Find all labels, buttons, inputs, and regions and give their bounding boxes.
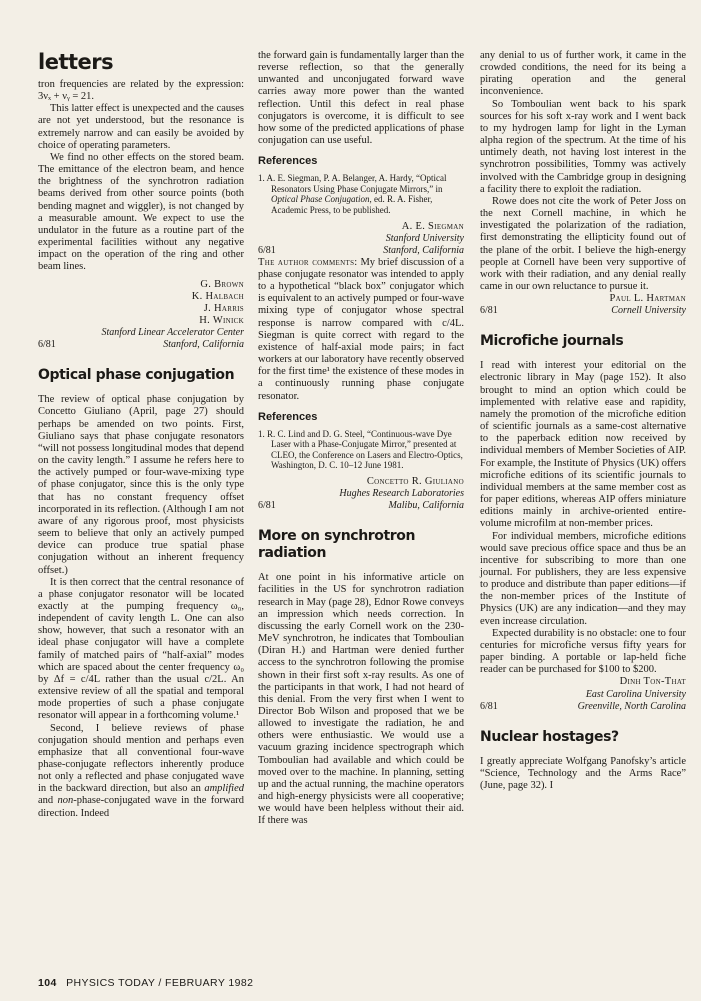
- paragraph: For individual members, microfiche editions would save precious office space and thus be an incentive for subscribing to more than one journal. For publishers, they are less expensive to produce and distribute than paper editions—if the non-member prices of the Institute of Physics (UK) are any indication—and they may even increase circulation.: [480, 530, 686, 627]
- text-run: My brief discussion of a phase conjugate resonator was intended to apply to a hypothetical “black box” conjugator which is equivalent to an actively pumped or four-wave mixing type of conjugator whose spectral response is narrow compared with c/4L. Siegman is quite correct with regard to the existence of half-axial mode pairs; in fact workers at our laboratory have recently observed for the first time¹ the existence of these modes in a continuously running phase conjugate resonator.: [258, 256, 464, 402]
- paragraph: We find no other effects on the stored beam. The emittance of the electron beam, and hence the brightness of the synchrotron radiation beams derived from other source points (both bending magnet and wiggler), is not changed by a measurable amount. We expect to use the undulator in the future as a routine part of the experimental facilities without any negative impact on the operation of the ring and other beam lines.: [38, 151, 244, 273]
- paragraph: any denial to us of further work, it came in the crowded conditions, the need for its being a pirating operation and the general inconvenience.: [480, 50, 686, 98]
- column-1: [38, 50, 244, 820]
- signer-date-place: [38, 339, 244, 351]
- signer-name: Dinh Ton-That: [619, 676, 686, 688]
- paragraph: Expected durability is no obstacle: one to four centuries for microfiche versus fifty years for paper binding. A portable or lap-held fiche reader can be purchased for $100 to $200.: [480, 627, 686, 676]
- page-footer: [38, 977, 253, 989]
- signer-name: Paul L. Hartman: [609, 293, 686, 305]
- paragraph: At one point in his informative article on facilities in the US for synchrotron radiation research in May (page 28), Ednor Rowe conveys an impression which needs correction. In discussing the early Cornell work on the 230-MeV synchrotron, he indicates that Tomboulian (Diran H.) and Hartman were denied further access to the synchrotron following the promise shown in their first soft x-ray results. As one of the participants in that work, I had not heard of this denial. From the very first when I went to Director Bob Wilson and proposed that we be allowed to investigate the radiation, he and others were enthusiastic. We would use a vacuum grazing incidence spectrograph which Tomboulian had available and which could be moved over to the machine. In planning, setting up and the actual running, the machine operators and high-energy physicists were all cooperative; we would have been helpless without their aid. If there was: [258, 572, 464, 827]
- signer-date-place: [258, 500, 464, 512]
- letter-place: Stanford, California: [163, 339, 244, 351]
- signer-affiliation: Stanford University: [385, 232, 464, 244]
- text-run: Second, I believe reviews of phase conjugation should mention and perhaps even emphasize that all conventional four-wave phase-conjugate reflectors inherently produce not only a reflected and phase conjugated wave in the backward direction, but also an: [38, 722, 244, 795]
- signer-affiliation: Cornell University: [611, 305, 686, 317]
- letter-place: Stanford, California: [383, 244, 464, 256]
- column-3: [480, 50, 686, 792]
- text-run: 1. A. E. Siegman, P. A. Belanger, A. Hardy, “Optical Resonators Using Phase Conjugate Mirrors,” in: [258, 173, 447, 194]
- letter-date: 6/81: [258, 244, 276, 256]
- signer-date-place: [480, 701, 686, 713]
- paragraph: The review of optical phase conjugation by Concetto Giuliano (April, page 27) should perhaps be amended on two points. First, Giuliano says that phase conjugate resonators “will not possess longitudinal modes that depend on the cavity length.” I assume he refers here to the actively pumped or four-wave-mixing type of phase conjugator, since this is the only type that has no constant frequency offset incorporated in its reflection. (Although I am not aware of any rigorous proof, most physicists seem to believe that only an actively pumped device can produce true spatial phase conjugation without an inherent frequency offset.): [38, 394, 244, 576]
- section-heading: Nuclear hostages?: [480, 728, 619, 745]
- signer-affiliation: Stanford Linear Accelerator Center: [101, 327, 244, 339]
- letter-date: 6/81: [258, 500, 276, 512]
- letter-date: 6/81: [480, 700, 498, 712]
- signer-name: A. E. Siegman: [401, 220, 464, 232]
- section-heading: Microfiche journals: [480, 333, 624, 350]
- letter-date: 6/81: [38, 339, 56, 351]
- paragraph: Rowe does not cite the work of Peter Joss on the next Cornell machine, in which he investigated the polarization of the radiation, first demonstrating the ellipticity found out of the plane of the orbit. I believe the high-energy people at Cornell have been very supportive of work with their radiation, and any denial really came in our own reluctance to pursue it.: [480, 195, 686, 292]
- text-run: , ed. R. A. Fisher, Academic Press, to be published.: [271, 194, 433, 216]
- paragraph: I greatly appreciate Wolfgang Panofsky’s article “Science, Technology and the Arms Race” (June, page 32). I: [480, 755, 686, 791]
- journal-issue: PHYSICS TODAY / FEBRUARY 1982: [66, 977, 254, 989]
- section-heading: Optical phase conjugation: [38, 367, 235, 384]
- reference-item: 1. R. C. Lind and D. G. Steel, “Continuous-wave Dye Laser with a Phase-Conjugate Mirror,” presented at CLEO, the Conference on Lasers and Electro-Optics, Washington, D. C. 10–12 June 1981.: [258, 428, 463, 471]
- signer-date-place: [480, 305, 686, 317]
- paragraph: [258, 257, 464, 403]
- emphasis: non: [57, 795, 74, 807]
- paragraph: This latter effect is unexpected and the causes are not yet understood, but the resonance is extremely narrow and can easily be avoided by choice of operating parameters.: [38, 103, 244, 151]
- paragraph: It is then correct that the central resonance of a phase conjugator resonator will be located exactly at the pumping frequency ω₀, independent of cavity length L. One can also show, however, that such a resonator with an ideal phase conjugator will have a complete family of matched pairs of “half-axial” modes which are spaced about the center frequency ω₀ by Δf = c/4L rather than the usual c/2L. An extensive review of all the spatial and temporal mode properties of such a phase conjugate resonator will appear in a forthcoming volume.¹: [38, 576, 244, 722]
- references-heading: References: [258, 155, 318, 168]
- signer-name: K. Halbach: [191, 290, 244, 302]
- paragraph: tron frequencies are related by the expression: 3νₓ + νᵧ = 21.: [38, 79, 244, 103]
- paragraph: I read with interest your editorial on the electronic library in May (page 152). It also brought to mind an option which could be implemented with relative ease and rapidity, namely the promotion of the microfiche edition of scientific journals as a same-cost alternative to the paperback edition now received by individual members of Member Societies of AIP. For example, the Institute of Physics (UK) offers microfiche editions of its scientific journals to individual members at the same member cost as for paper editions, whereas AIP offers miniature editions mainly in archive-oriented entire-volume microfilm at non-member prices.: [480, 360, 686, 530]
- signer-date-place: [258, 245, 464, 257]
- page-number: 104: [38, 977, 57, 989]
- signature-block: [38, 279, 244, 352]
- signer-name: J. Harris: [203, 302, 244, 314]
- section-heading: More on synchrotron radiation: [258, 528, 416, 562]
- references-heading: References: [258, 410, 318, 423]
- text-run: -phase-conjugated wave in the forward direction. Indeed: [38, 795, 244, 819]
- paragraph: So Tomboulian went back to his spark sources for his soft x-ray work and I went back to my hydrogen lamp for light in the Lyman alpha region of the spectrum. At the time of his untimely death, not having lost interest in the synchrotron possibilities, Tommy was actively involved with the Cambridge group in designing a facility there to exploit the radiation.: [480, 98, 686, 195]
- reference-item: [258, 173, 464, 215]
- column-2: [258, 50, 464, 828]
- letter-place: Malibu, California: [388, 500, 464, 512]
- paragraph: the forward gain is fundamentally larger than the reverse reflection, so that the generally unwanted and unconjugated forward wave carries away more power than the wanted reflection. Until this defect in real phase conjugators is overcome, it is difficult to see how some of the predicted applications of phase conjugation can use useful.: [258, 50, 464, 147]
- letter-date: 6/81: [480, 305, 498, 317]
- signer-name: Concetto R. Giuliano: [366, 476, 464, 488]
- page-masthead: letters: [38, 50, 114, 74]
- emphasis: amplified: [204, 783, 244, 795]
- signer-name: H. Winick: [199, 315, 244, 327]
- paragraph: [38, 723, 244, 820]
- signer-affiliation: East Carolina University: [585, 688, 686, 700]
- signer-affiliation: Hughes Research Laboratories: [339, 488, 464, 500]
- author-comments-label: The author comments:: [258, 256, 358, 268]
- text-run: and: [38, 795, 58, 807]
- emphasis: Optical Phase Conjugation: [271, 194, 370, 205]
- signer-name: G. Brown: [200, 278, 244, 290]
- letter-place: Greenville, North Carolina: [577, 700, 686, 712]
